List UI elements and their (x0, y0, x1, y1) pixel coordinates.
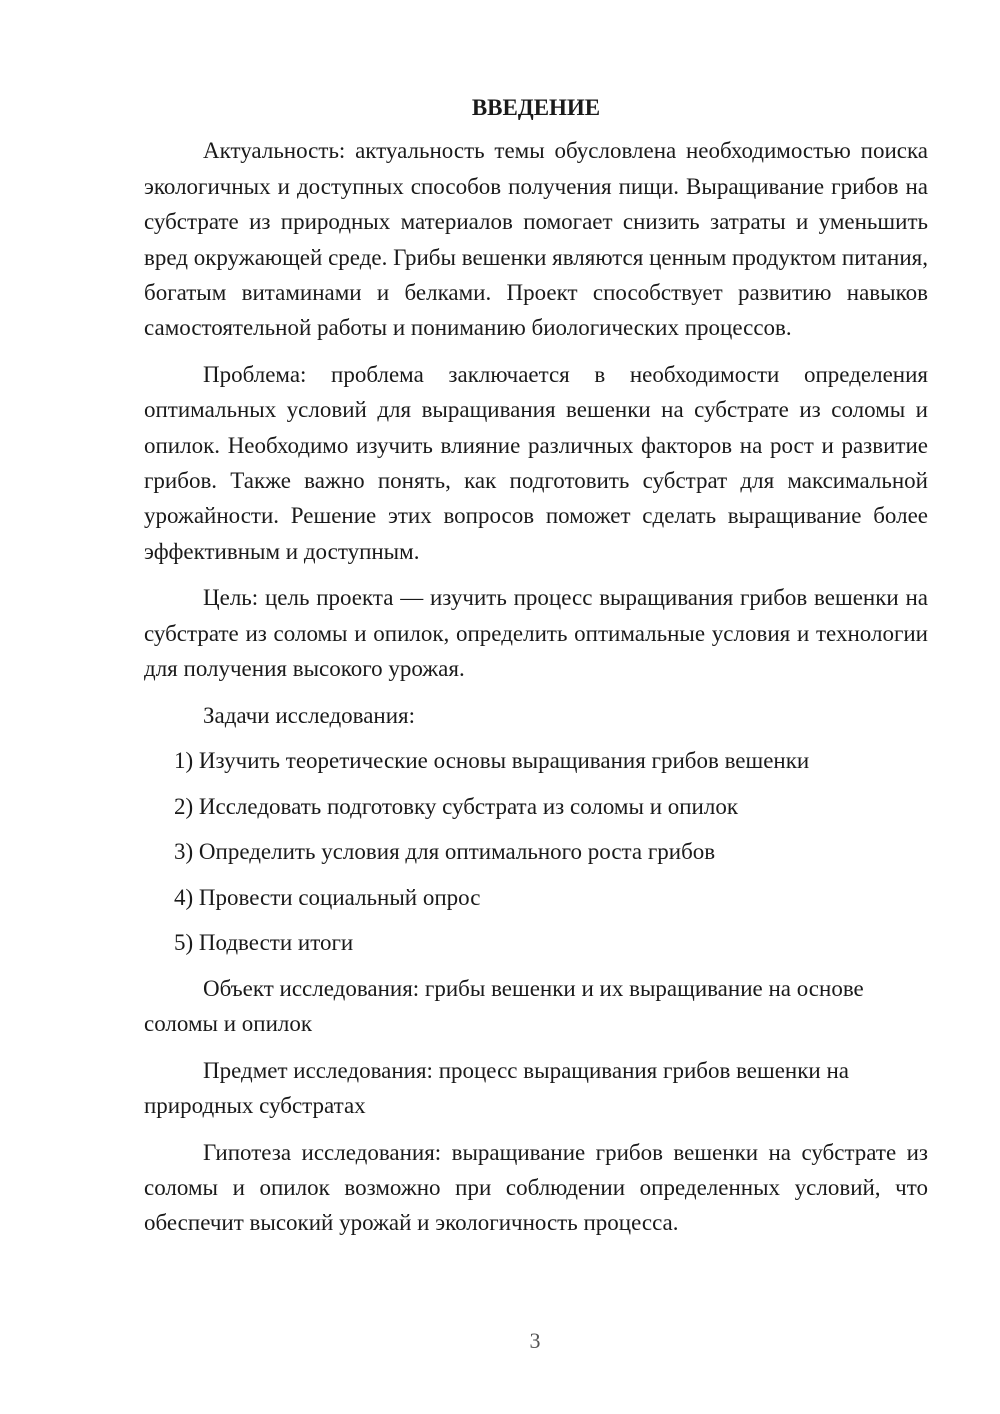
page-title: ВВЕДЕНИЕ (471, 95, 601, 120)
relevance-paragraph: Актуальность: актуальность темы обусловлена необходимостью поиска экологичных и доступных способов получения пищи. Выращивание грибов на субстрате из природных материалов помогает снизить затраты и уменьшить вред окружающей среде. Грибы вешенки являются ценным продуктом питания, богатым витаминами и белками. Проект способствует развитию навыков самостоятельной работы и пониманию биологических процессов. (144, 138, 928, 341)
tasks-heading: Задачи исследования: (203, 702, 416, 728)
object-paragraph: Объект исследования: грибы вешенки и их выращивание на основе соломы и опилок (144, 975, 864, 1037)
task-item: 3) Определить условия для оптимального роста грибов (174, 839, 716, 865)
task-item: 1) Изучить теоретические основы выращивания грибов вешенки (174, 747, 810, 773)
goal-paragraph: Цель: цель проекта — изучить процесс выращивания грибов вешенки на субстрате из соломы и опилок, определить оптимальные условия и технологии для получения высокого урожая. (144, 585, 928, 682)
page-number: 3 (529, 1328, 541, 1353)
task-item: 4) Провести социальный опрос (174, 884, 481, 910)
document-page (144, 90, 928, 1252)
hypothesis-paragraph: Гипотеза исследования: выращивание грибов вешенки на субстрате из соломы и опилок возможно при соблюдении определенных условий, что обеспечит высокий урожай и экологичность процесса. (144, 1139, 928, 1236)
task-item: 5) Подвести итоги (174, 930, 354, 956)
subject-paragraph: Предмет исследования: процесс выращивания грибов вешенки на природных субстратах (144, 1057, 849, 1119)
task-item: 2) Исследовать подготовку субстрата из соломы и опилок (174, 793, 739, 819)
problem-paragraph: Проблема: проблема заключается в необходимости определения оптимальных условий для выращивания вешенки на субстрате из соломы и опилок. Необходимо изучить влияние различных факторов на рост и развитие грибов. Также важно понять, как подготовить субстрат для максимальной урожайности. Решение этих вопросов поможет сделать выращивание более эффективным и доступным. (144, 361, 928, 564)
tasks-list (144, 743, 928, 961)
